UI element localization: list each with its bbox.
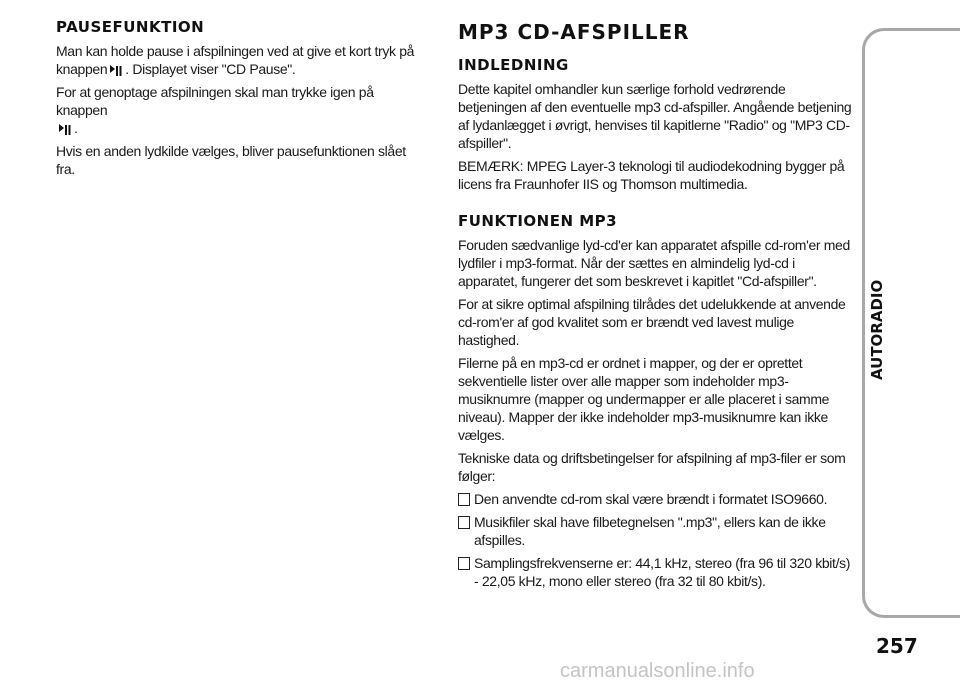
pause-paragraph-2 xyxy=(56,83,428,137)
play-pause-icon xyxy=(58,122,72,136)
pause-p1-tail: . Displayet viser "CD Pause". xyxy=(125,61,296,77)
play-pause-icon xyxy=(109,63,123,77)
page-number: 257 xyxy=(876,634,918,658)
checkbox-bullet-icon xyxy=(458,493,470,506)
pause-heading: PAUSEFUNKTION xyxy=(56,18,205,36)
pause-p1-text: Man kan holde pause i afspilningen ved at give et kort tryk på knappen xyxy=(56,43,415,77)
checkbox-bullet-icon xyxy=(458,516,470,529)
list-item xyxy=(458,490,854,508)
mp3-title: MP3 CD-AFSPILLER xyxy=(458,20,690,44)
left-column xyxy=(56,18,428,183)
chapter-tab-label: AUTORADIO xyxy=(868,279,886,380)
checkbox-bullet-icon xyxy=(458,557,470,570)
intro-heading: INDLEDNING xyxy=(458,56,569,74)
intro-paragraph-1: Dette kapitel omhandler kun særlige forhold vedrørende betjeningen af den eventuelle mp3 cd-afspiller. Angående betjening af lydanlægget i øvrigt, henvises til kapitlerne "Radio" og "MP3 CD-afspiller". xyxy=(458,81,852,151)
mp3-paragraph-1: Foruden sædvanlige lyd-cd'er kan apparatet afspille cd-rom'er med lydfiler i mp3-format. Når der sættes en almindelig lyd-cd i apparatet, fungerer det som beskrevet i kapitlet "Cd-afspiller". xyxy=(458,237,850,289)
right-column xyxy=(458,18,854,595)
mp3-paragraph-4: Tekniske data og driftsbetingelser for afspilning af mp3-filer er som følger: xyxy=(458,450,846,484)
mp3-function-heading: FUNKTIONEN MP3 xyxy=(458,212,618,230)
list-item-text: Musikfiler skal have filbetegnelsen ".mp3", ellers kan de ikke afspilles. xyxy=(474,514,826,548)
pause-paragraph-1 xyxy=(56,42,428,78)
mp3-paragraph-2: For at sikre optimal afspilning tilrådes det udelukkende at anvende cd-rom'er af god kvalitet som er brændt ved lavest mulige hastighed. xyxy=(458,296,846,348)
pause-p2-text: For at genoptage afspilningen skal man trykke igen på knappen xyxy=(56,84,374,118)
list-item-text: Samplingsfrekvenserne er: 44,1 kHz, stereo (fra 96 til 320 kbit/s) - 22,05 kHz, mono eller stereo (fra 32 til 80 kbit/s). xyxy=(474,555,851,589)
list-item xyxy=(458,513,854,549)
list-item-text: Den anvendte cd-rom skal være brændt i formatet ISO9660. xyxy=(474,491,828,507)
pause-paragraph-3: Hvis en anden lydkilde vælges, bliver pausefunktionen slået fra. xyxy=(56,143,406,177)
mp3-paragraph-3: Filerne på en mp3-cd er ordnet i mapper, og der er oprettet sekventielle lister over alle mapper som indeholder mp3-musiknumre (mapper og undermapper er alle placeret i samme niveau). Mapper der ikke indeholder mp3-musiknumre kan ikke vælges. xyxy=(458,355,830,443)
intro-paragraph-2: BEMÆRK: MPEG Layer-3 teknologi til audiodekodning bygger på licens fra Fraunhofer IIS og Thomson multimedia. xyxy=(458,158,845,192)
pause-p2-tail: . xyxy=(74,120,78,136)
watermark: carmanualsonline.info xyxy=(560,660,755,682)
list-item xyxy=(458,554,854,590)
